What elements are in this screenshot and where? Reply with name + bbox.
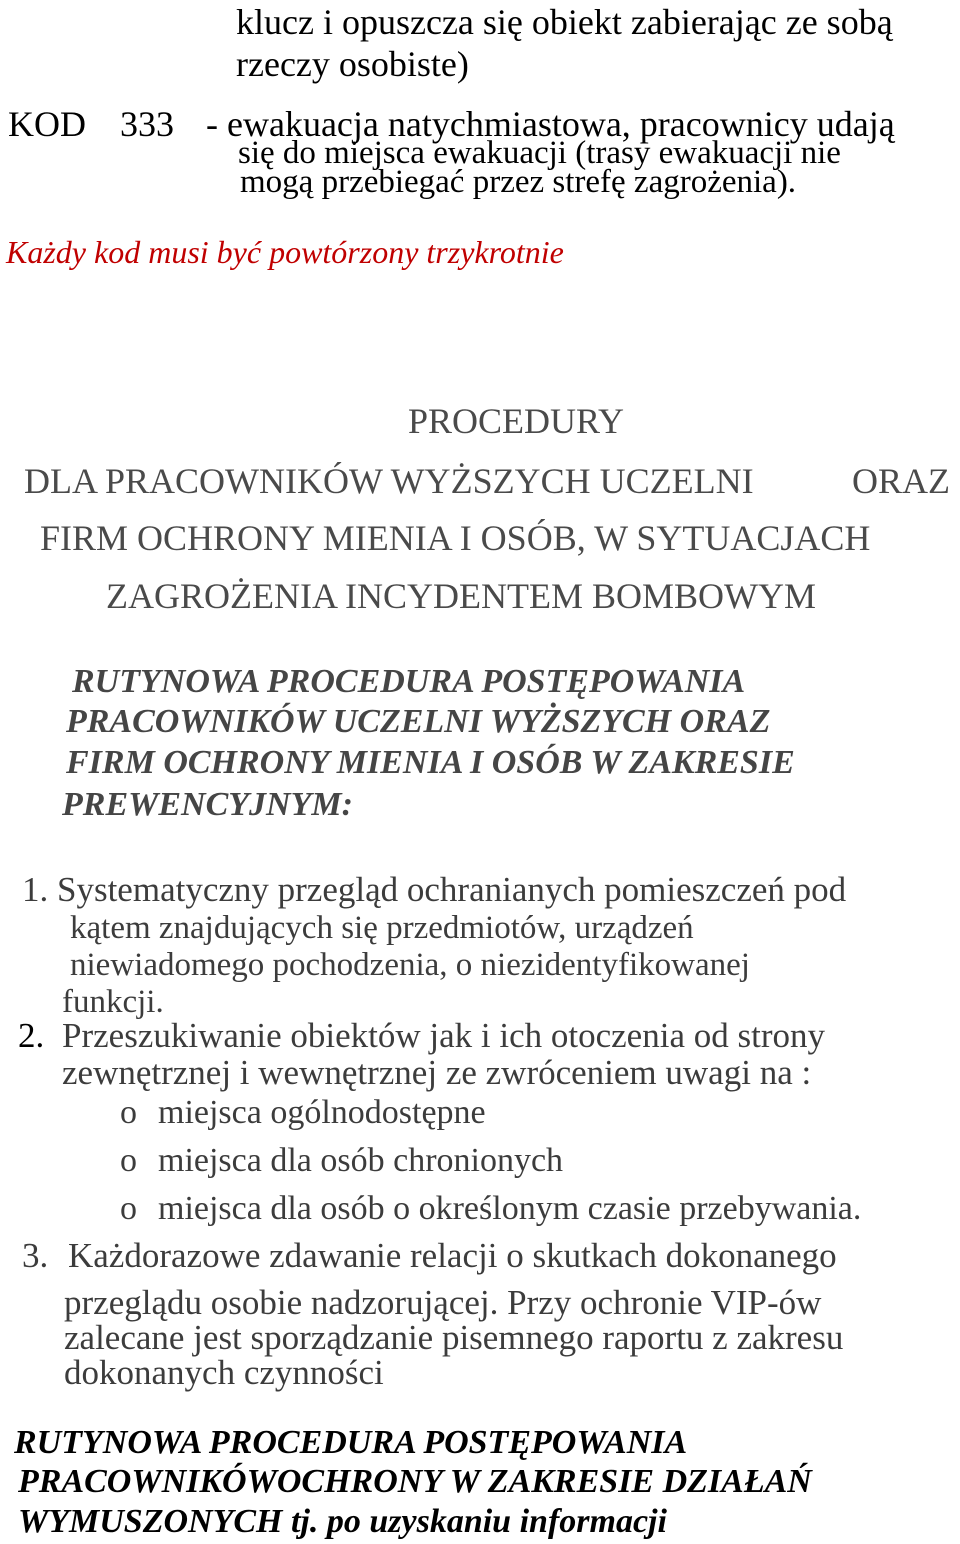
heading-line: ZAGROŻENIA INCYDENTEM BOMBOWYM [106, 576, 816, 616]
list-item-line: Każdorazowe zdawanie relacji o skutkach dokonanego [68, 1236, 837, 1275]
section-title-line: PRACOWNIKÓW UCZELNI WYŻSZYCH ORAZ [66, 703, 771, 740]
list-item-line: dokonanych czynności [64, 1353, 384, 1392]
repeat-code-note: Każdy kod musi być powtórzony trzykrotnie [6, 234, 564, 270]
heading-line: DLA PRACOWNIKÓW WYŻSZYCH UCZELNI [24, 461, 754, 501]
bullet-item: miejsca dla osób chronionych [158, 1142, 564, 1179]
heading-line: ORAZ [852, 461, 950, 501]
list-item-line: kątem znajdujących się przedmiotów, urządzeń [70, 910, 694, 946]
text-line: klucz i opuszcza się obiekt zabierając ze sobą [236, 2, 893, 42]
bullet-marker: o [120, 1190, 137, 1227]
kod-description-line: - ewakuacja natychmiastowa, pracownicy udają [206, 104, 895, 144]
section-title-line: WYMUSZONYCH tj. po uzyskaniu informacji [18, 1503, 667, 1540]
heading-line: FIRM OCHRONY MIENIA I OSÓB, W SYTUACJACH [40, 518, 871, 558]
section-title-line: PRACOWNIKÓWOCHRONY W ZAKRESIE DZIAŁAŃ [18, 1463, 812, 1500]
kod-description-line: się do miejsca ewakuacji (trasy ewakuacji nie [238, 135, 841, 171]
section-title-line: RUTYNOWA PROCEDURA POSTĘPOWANIA [14, 1424, 688, 1461]
list-item-line: 1. Systematyczny przegląd ochranianych pomieszczeń pod [22, 870, 847, 909]
heading-line: PROCEDURY [408, 401, 625, 441]
list-item-line: funkcji. [62, 984, 164, 1020]
list-item-number: 2. [18, 1016, 45, 1055]
bullet-marker: o [120, 1094, 137, 1131]
list-item-line: zalecane jest sporządzanie pisemnego raportu z zakresu [64, 1318, 844, 1357]
bullet-item: miejsca dla osób o określonym czasie przebywania. [158, 1190, 862, 1227]
list-item-line: Przeszukiwanie obiektów jak i ich otoczenia od strony [62, 1016, 825, 1055]
section-title-line: PREWENCYJNYM: [62, 786, 353, 823]
section-title-line: FIRM OCHRONY MIENIA I OSÓB W ZAKRESIE [66, 744, 795, 781]
list-item-number: 3. [22, 1236, 49, 1275]
list-item-line: zewnętrznej i wewnętrznej ze zwróceniem uwagi na : [62, 1053, 812, 1092]
bullet-item: miejsca ogólnodostępne [158, 1094, 486, 1131]
bullet-marker: o [120, 1142, 137, 1179]
kod-description-line: mogą przebiegać przez strefę zagrożenia). [240, 164, 797, 200]
kod-number: 333 [120, 104, 174, 144]
kod-label: KOD [8, 104, 86, 144]
text-line: rzeczy osobiste) [236, 44, 469, 84]
section-title-line: RUTYNOWA PROCEDURA POSTĘPOWANIA [72, 663, 746, 700]
list-item-line: niewiadomego pochodzenia, o niezidentyfikowanej [70, 947, 750, 983]
list-item-line: przeglądu osobie nadzorującej. Przy ochronie VIP-ów [64, 1283, 822, 1322]
